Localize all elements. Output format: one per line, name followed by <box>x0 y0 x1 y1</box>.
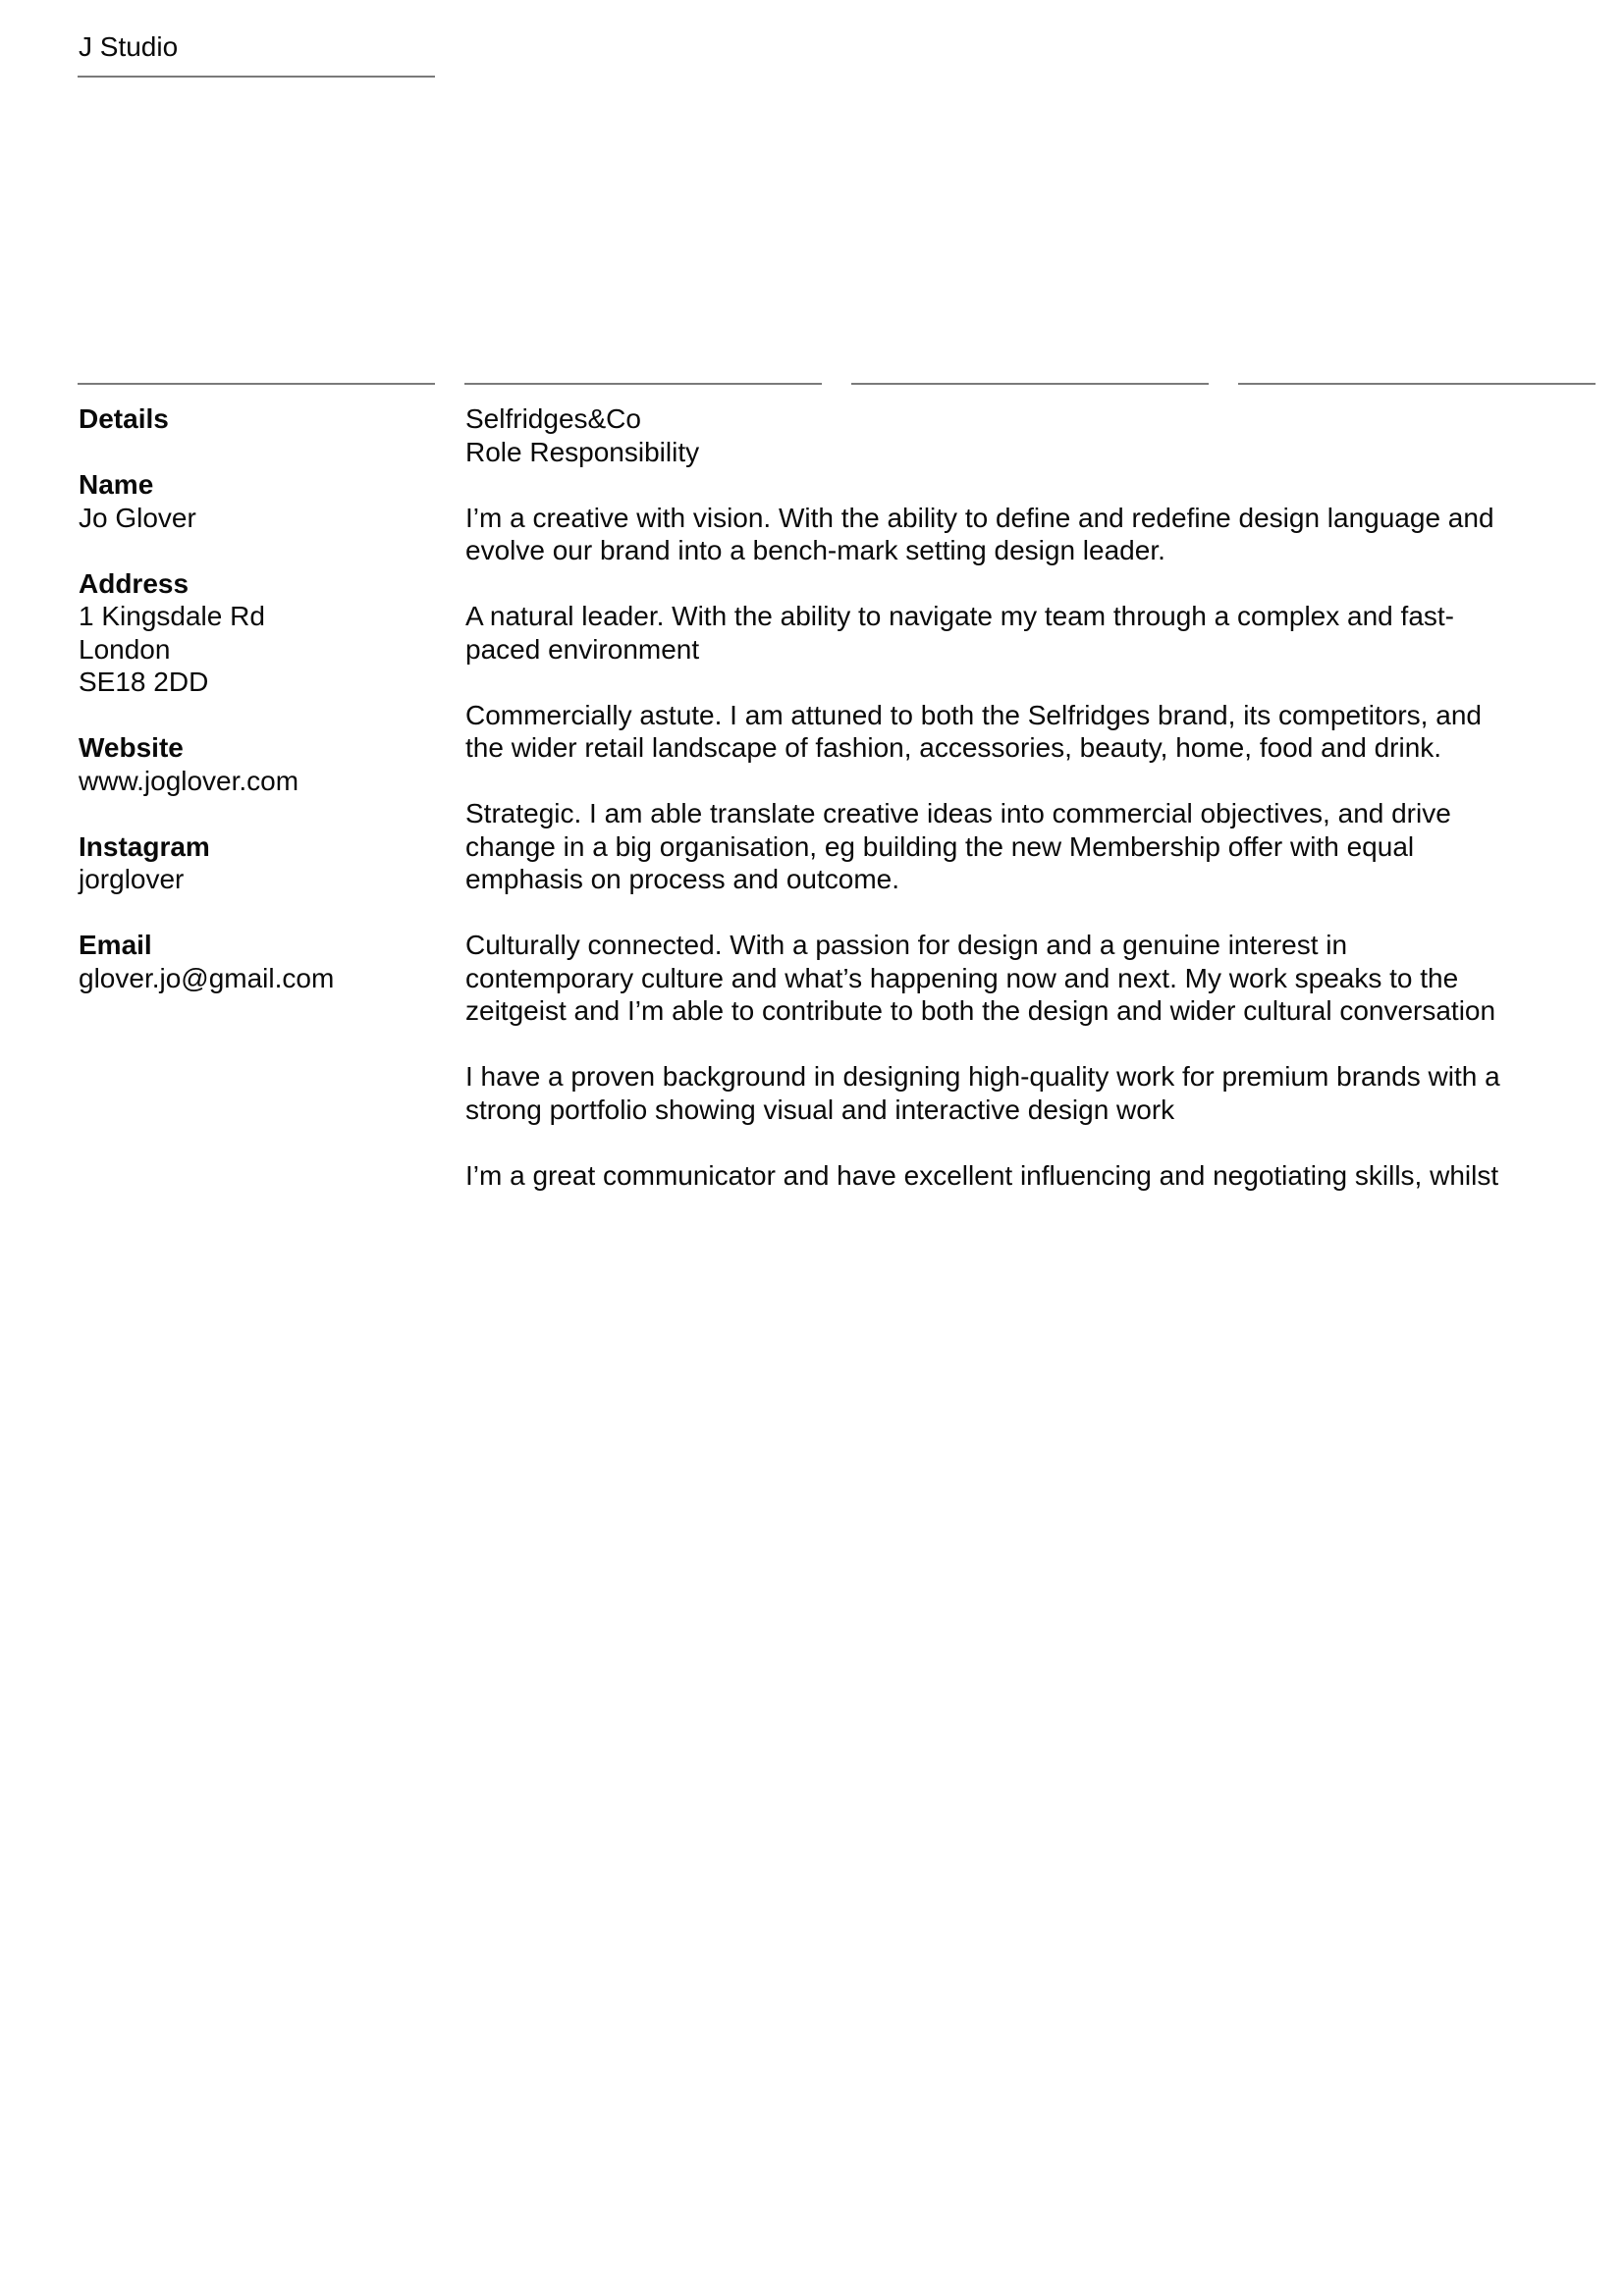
column-divider-content-1 <box>464 383 822 385</box>
address-line-3: SE18 2DD <box>79 667 209 697</box>
paragraph-commercial: Commercially astute. I am attuned to both the Selfridges brand, its competitors, and the wider retail landscape of fashion, accessories, beauty, home, food and drink. <box>465 699 1482 763</box>
website-link[interactable]: www.joglover.com <box>79 765 299 796</box>
studio-name: J Studio <box>79 31 179 62</box>
website-block <box>79 731 432 797</box>
instagram-block <box>79 830 432 896</box>
website-label: Website <box>79 732 184 763</box>
column-divider-details <box>78 383 435 385</box>
address-line-1: 1 Kingsdale Rd <box>79 601 265 631</box>
details-heading: Details <box>79 403 169 434</box>
name-value: Jo Glover <box>79 502 196 533</box>
paragraph-leader: A natural leader. With the ability to navigate my team through a complex and fast- paced environment <box>465 601 1454 665</box>
section-title: Role Responsibility <box>465 436 700 467</box>
email-block <box>79 929 432 994</box>
paragraph-cultural: Culturally connected. With a passion for design and a genuine interest in contemporary culture and what’s happening now and next. My work speaks to the zeitgeist and I’m able to contribute to both the design and wider cultural conversation <box>465 930 1496 1026</box>
name-block <box>79 468 432 534</box>
name-label: Name <box>79 469 154 500</box>
paragraph-vision: I’m a creative with vision. With the ability to define and redefine design language and evolve our brand into a bench-mark setting design leader. <box>465 502 1494 565</box>
email-link[interactable]: glover.jo@gmail.com <box>79 962 335 993</box>
header-divider <box>78 76 435 78</box>
column-divider-content-2 <box>851 383 1209 385</box>
address-label: Address <box>79 567 189 599</box>
address-block <box>79 567 432 699</box>
address-line-2: London <box>79 633 171 665</box>
instagram-handle: jorglover <box>79 864 185 894</box>
paragraph-communicator: I’m a great communicator and have excellent influencing and negotiating skills, whilst <box>465 1159 1499 1191</box>
main-content <box>465 402 1595 1192</box>
details-column <box>79 402 432 994</box>
paragraph-background: I have a proven background in designing high-quality work for premium brands with a strong portfolio showing visual and interactive design work <box>465 1061 1500 1125</box>
instagram-label: Instagram <box>79 830 210 862</box>
company-name: Selfridges&Co <box>465 403 641 434</box>
column-divider-content-3 <box>1238 383 1596 385</box>
paragraph-strategic: Strategic. I am able translate creative ideas into commercial objectives, and drive change in a big organisation, eg building the new Membership offer with equal emphasis on process and outcome. <box>465 798 1451 894</box>
email-label: Email <box>79 930 152 960</box>
